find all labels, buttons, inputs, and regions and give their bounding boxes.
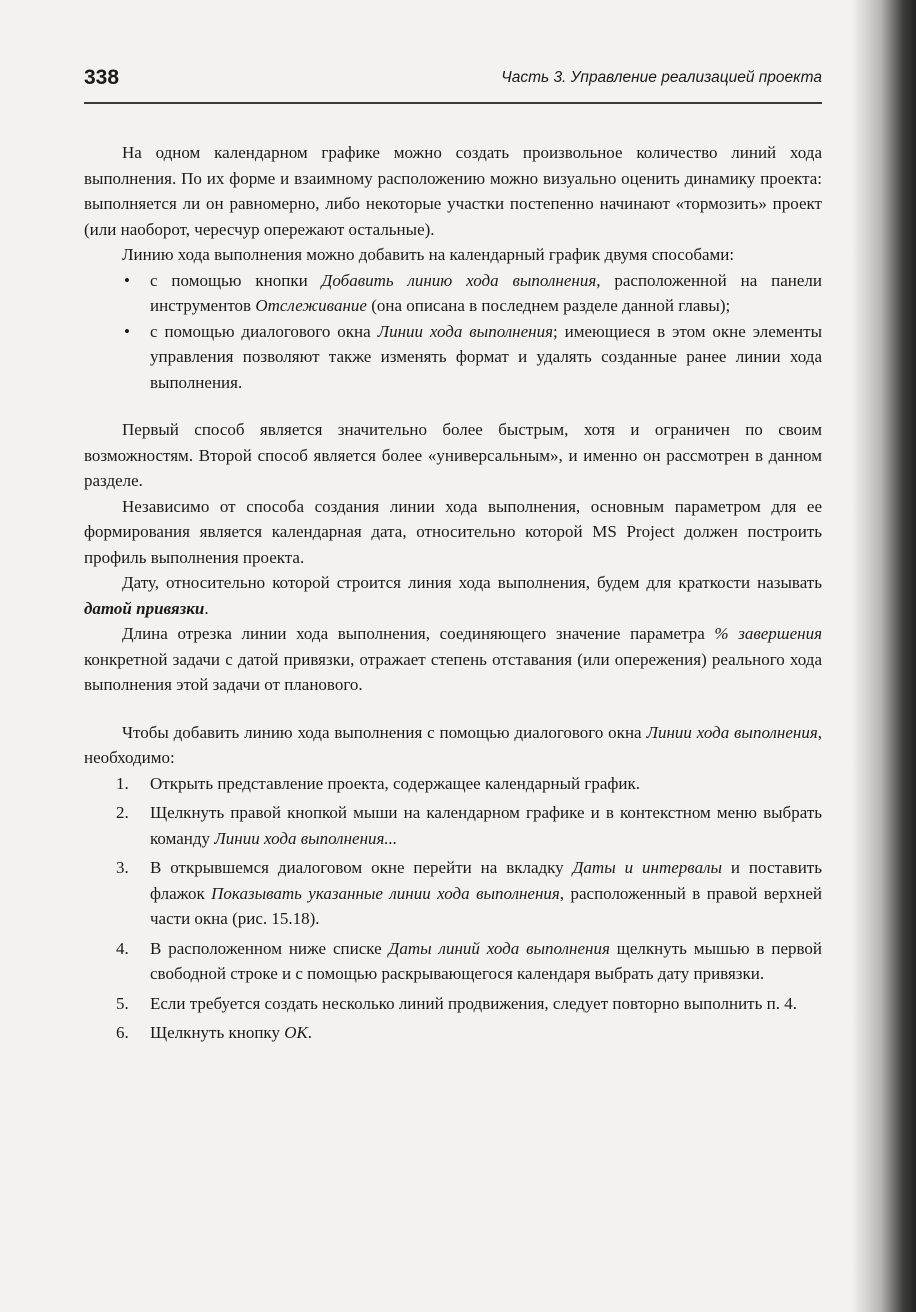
paragraph-4: Независимо от способа создания линии хода выполнения, основным параметром для ее формирования является календарная дата, относительно которой MS Project должен построить профиль выполнения проекта.: [84, 496, 822, 567]
paragraph-3: Первый способ является значительно более быстрым, хотя и ограничен по своим возможностям. Второй способ является более «универсальным», и именно он рассмотрен в данном разделе.: [84, 420, 822, 490]
list-item: 4. В расположенном ниже списке Даты линий хода выполнения щелкнуть мышью в первой свободной строке и с помощью раскрывающегося календаря выбрать дату привязки.: [116, 938, 822, 983]
steps-list: [84, 771, 822, 1046]
page-edge-shadow: [852, 0, 916, 1312]
list-item: 6. Щелкнуть кнопку ОК.: [116, 1023, 313, 1042]
paragraph-2: Линию хода выполнения можно добавить на календарный график двумя способами:: [122, 245, 735, 264]
page-header: [84, 64, 822, 104]
list-item: • с помощью кнопки Добавить линию хода выполнения, расположенной на панели инструментов Отслеживание (она описана в последнем разделе данной главы);: [150, 268, 822, 319]
list-item: 5. Если требуется создать несколько линий продвижения, следует повторно выполнить п. 4.: [116, 993, 797, 1013]
list-item: 2. Щелкнуть правой кнопкой мыши на календарном графике и в контекстном меню выбрать команду Линии хода выполнения...: [116, 803, 822, 848]
paragraph-6: Длина отрезка линии хода выполнения, соединяющего значение параметра % завершения конкретной задачи с датой привязки, отражает степень отставания (или опережения) реального хода выполнения этой задачи от планового.: [84, 624, 822, 694]
list-item: 3. В открывшемся диалоговом окне перейти на вкладку Даты и интервалы и поставить флажок Показывать указанные линии хода выполнения, расположенный в правой верхней части окна (рис. 15.18).: [116, 858, 822, 928]
paragraph-5: Дату, относительно которой строится линия хода выполнения, будем для краткости называть датой привязки.: [84, 573, 822, 618]
list-item: 1. Открыть представление проекта, содержащее календарный график.: [116, 773, 641, 793]
running-title: Часть 3. Управление реализацией проекта: [501, 69, 822, 86]
paragraph-7: Чтобы добавить линию хода выполнения с помощью диалогового окна Линии хода выполнения, необходимо:: [84, 722, 822, 767]
methods-list: [84, 268, 822, 396]
page-number: 338: [84, 66, 120, 89]
page-body: [84, 140, 822, 1050]
list-item: • с помощью диалогового окна Линии хода выполнения; имеющиеся в этом окне элементы управления позволяют также изменять формат и удалять созданные ранее линии хода выполнения.: [150, 319, 822, 396]
paragraph-1: На одном календарном графике можно создать произвольное количество линий хода выполнения. По их форме и взаимному расположению можно визуально оценить динамику проекта: выполняется ли он равномерно, либо некоторые участки постепенно начинают «тормозить» проект (или наоборот, чересчур опережают остальные).: [84, 143, 822, 239]
